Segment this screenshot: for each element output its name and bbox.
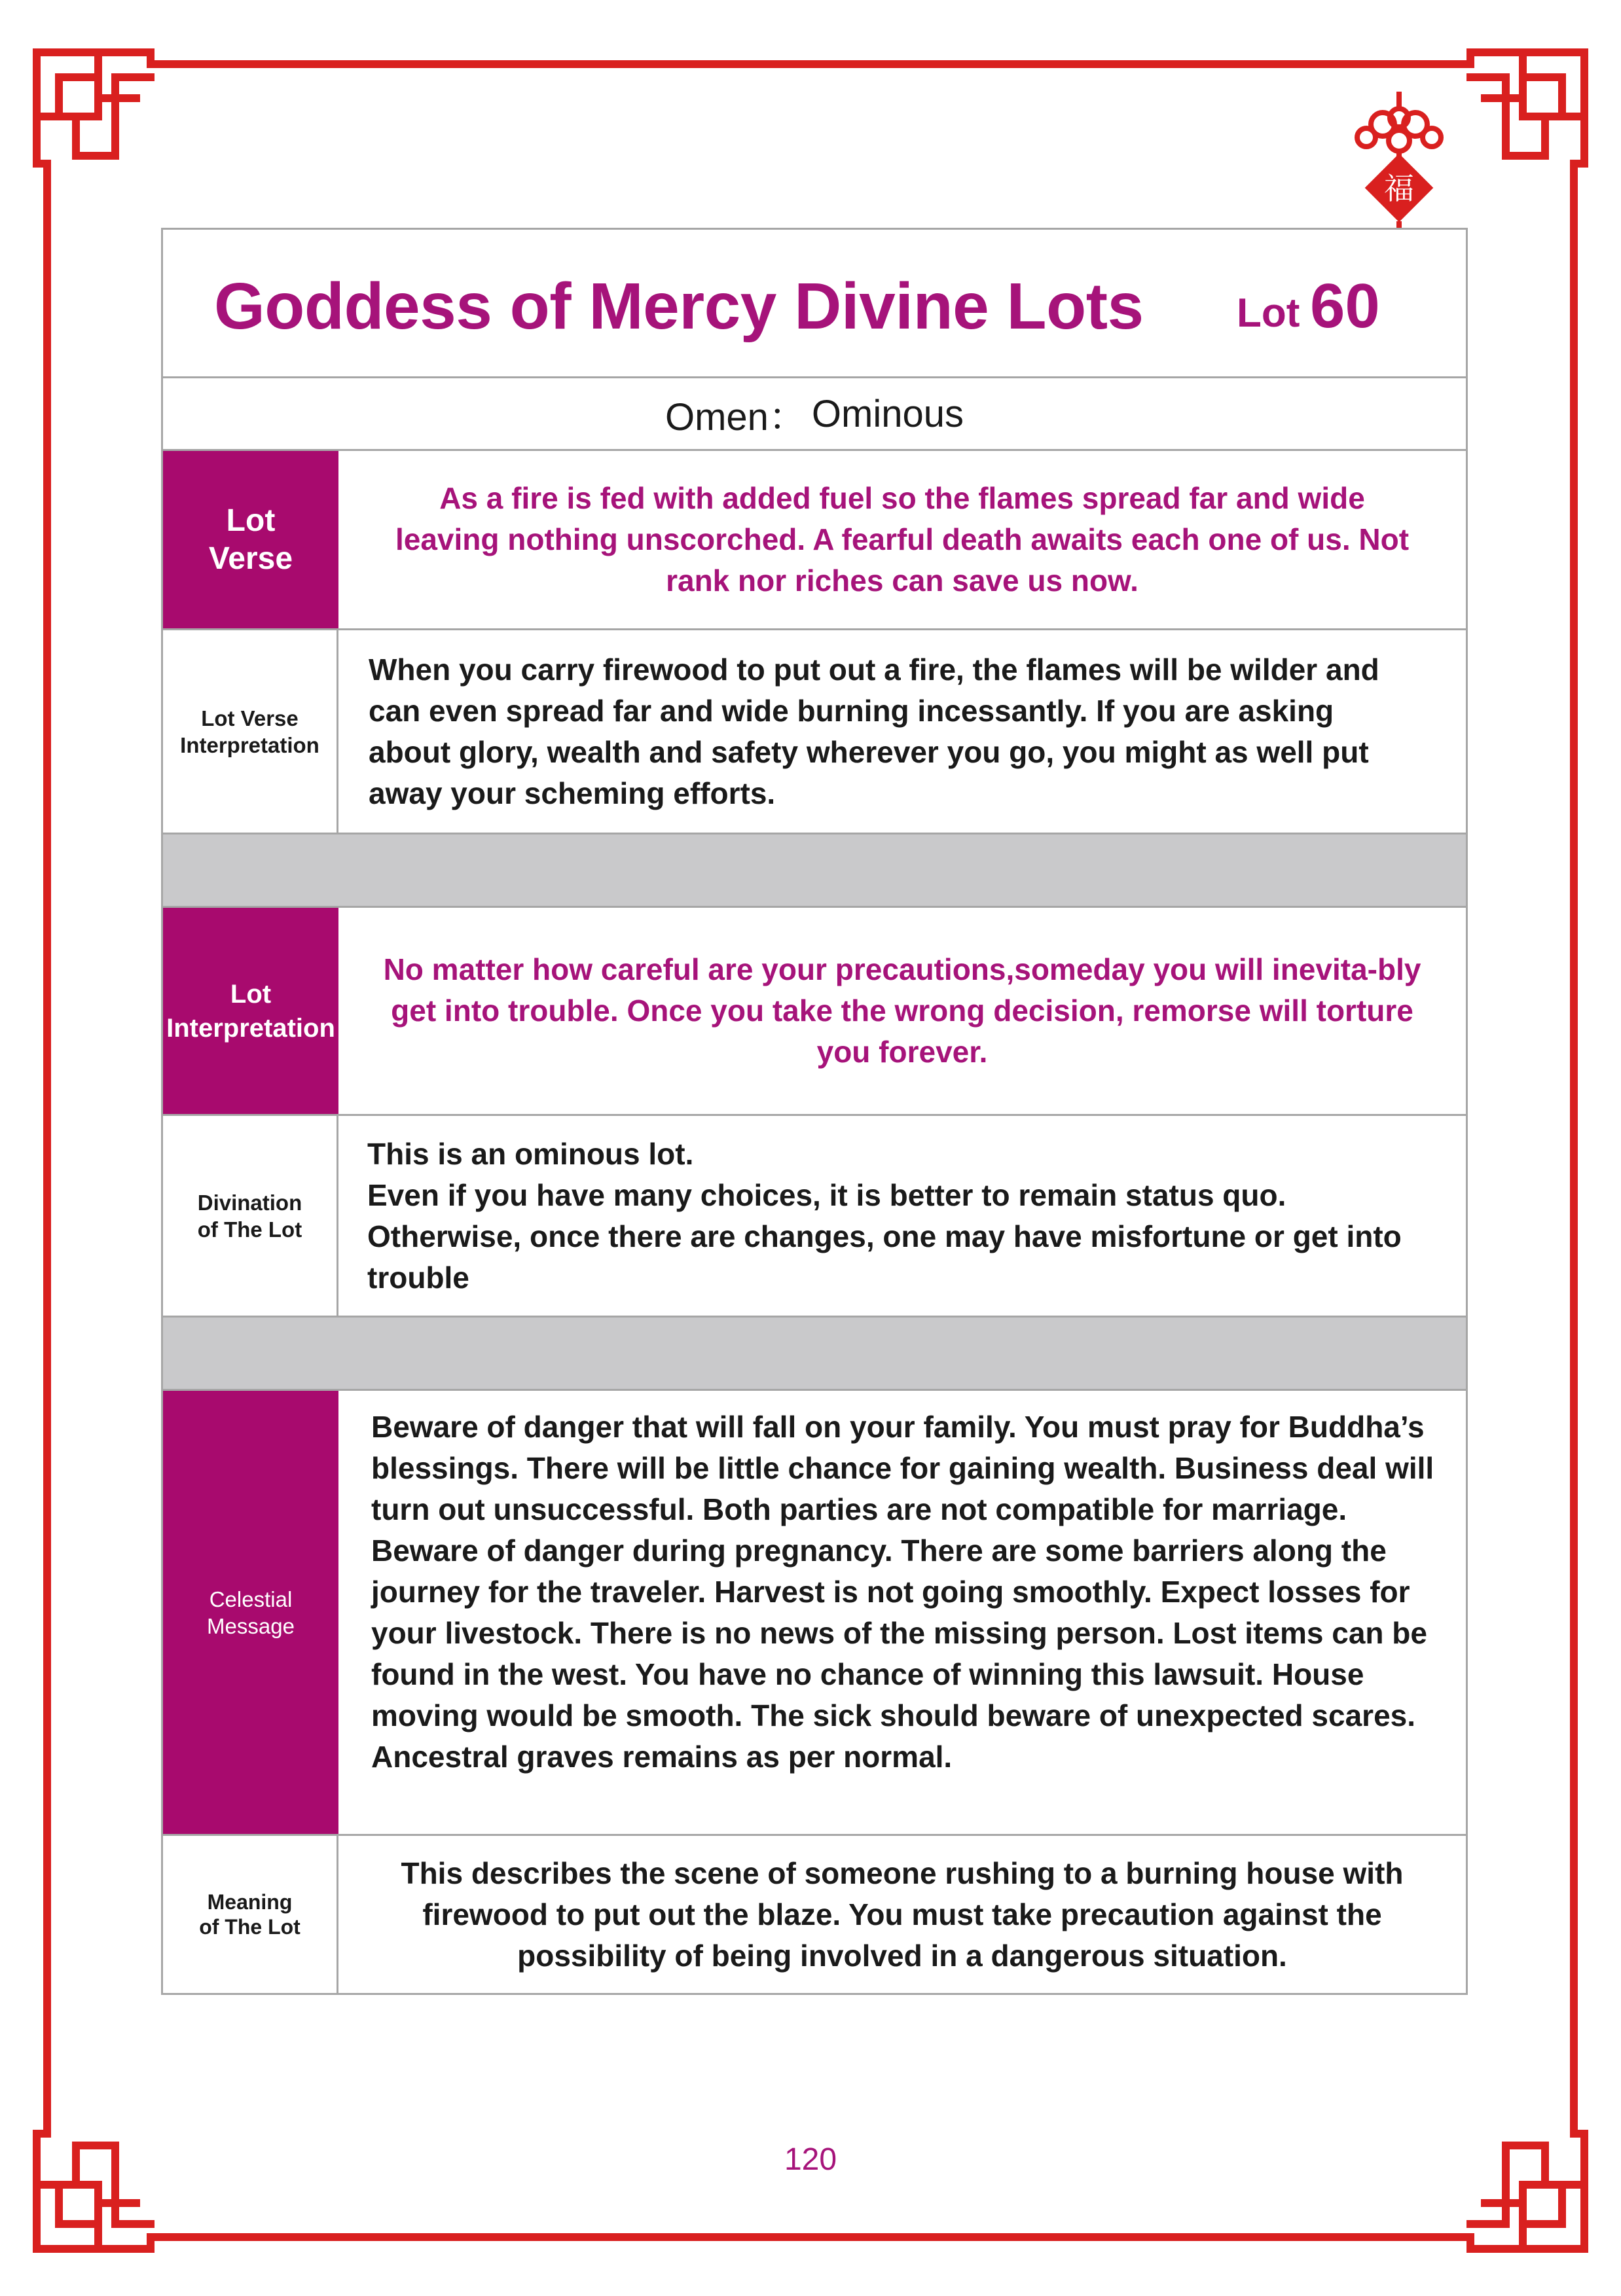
lot-interpretation-text: No matter how careful are your precautions,someday you will inevita-bly get into trouble. Once you take the wrong decision, remorse will torture you forever. — [383, 952, 1421, 1069]
omen-label: Omen： — [665, 396, 807, 439]
meaning-text: This describes the scene of someone rushing to a burning house with firewood to put out the blaze. You must take precaution against the possibility of being involved in a dangerous situation. — [401, 1856, 1404, 1973]
separator-band — [163, 1318, 1466, 1391]
lot-verse-interpretation-row — [163, 630, 1466, 834]
lot-interpretation-row — [163, 908, 1466, 1116]
lot-verse-row — [163, 451, 1466, 630]
omen-row — [163, 378, 1466, 451]
lot-table — [161, 228, 1468, 1995]
celestial-message-label: Celestial Message — [163, 1391, 338, 1834]
lot-verse-text: As a fire is fed with added fuel so the flames spread far and wide leaving nothing unscorched. A fearful death awaits each one of us. Not rank nor riches can save us now. — [395, 481, 1410, 598]
meaning-label: Meaning of The Lot — [163, 1836, 338, 1993]
omen-value: Ominous — [811, 392, 964, 435]
page-title: Goddess of Mercy Divine Lots — [214, 270, 1144, 343]
separator-band — [163, 834, 1466, 908]
divination-text: This is an ominous lot. Even if you have many choices, it is better to remain status quo. Otherwise, once there are changes, one may have misfortune or get into trouble — [367, 1136, 1402, 1295]
lot-label: Lot — [1237, 291, 1300, 336]
fu-character: 福 — [1384, 171, 1414, 206]
page-number: 120 — [784, 2142, 837, 2177]
lot-verse-interpretation-text: When you carry firewood to put out a fire, the flames will be wilder and can even spread far and wide burning incessantly. If you are asking about glory, wealth and safety wherever you go, you might as well put away your scheming efforts. — [369, 652, 1379, 810]
lot-interpretation-label: Lot Interpretation — [163, 908, 338, 1114]
title-row — [163, 230, 1466, 378]
lot-verse-interpretation-label: Lot Verse Interpretation — [163, 630, 338, 833]
lot-verse-label: Lot Verse — [163, 451, 338, 628]
lot-number: 60 — [1310, 271, 1380, 341]
divination-row — [163, 1116, 1466, 1318]
meaning-row — [163, 1836, 1466, 1993]
celestial-message-row — [163, 1391, 1466, 1836]
divination-label: Divination of The Lot — [163, 1116, 338, 1316]
celestial-message-text: Beware of danger that will fall on your family. You must pray for Buddha’s blessings. There will be little chance for gaining wealth. Business deal will turn out unsuccessful. Both parties are not compatible for marriage. Beware of danger during pregnancy. There are some barriers along the journey for the traveler. Harvest is not going smoothly. Expect losses for your livestock. There is no news of the missing person. Lost items can be found in the west. You have no chance of winning this lawsuit. House moving would be smooth. The sick should beware of unexpected scares. Ancestral graves remains as per normal. — [371, 1410, 1434, 1774]
